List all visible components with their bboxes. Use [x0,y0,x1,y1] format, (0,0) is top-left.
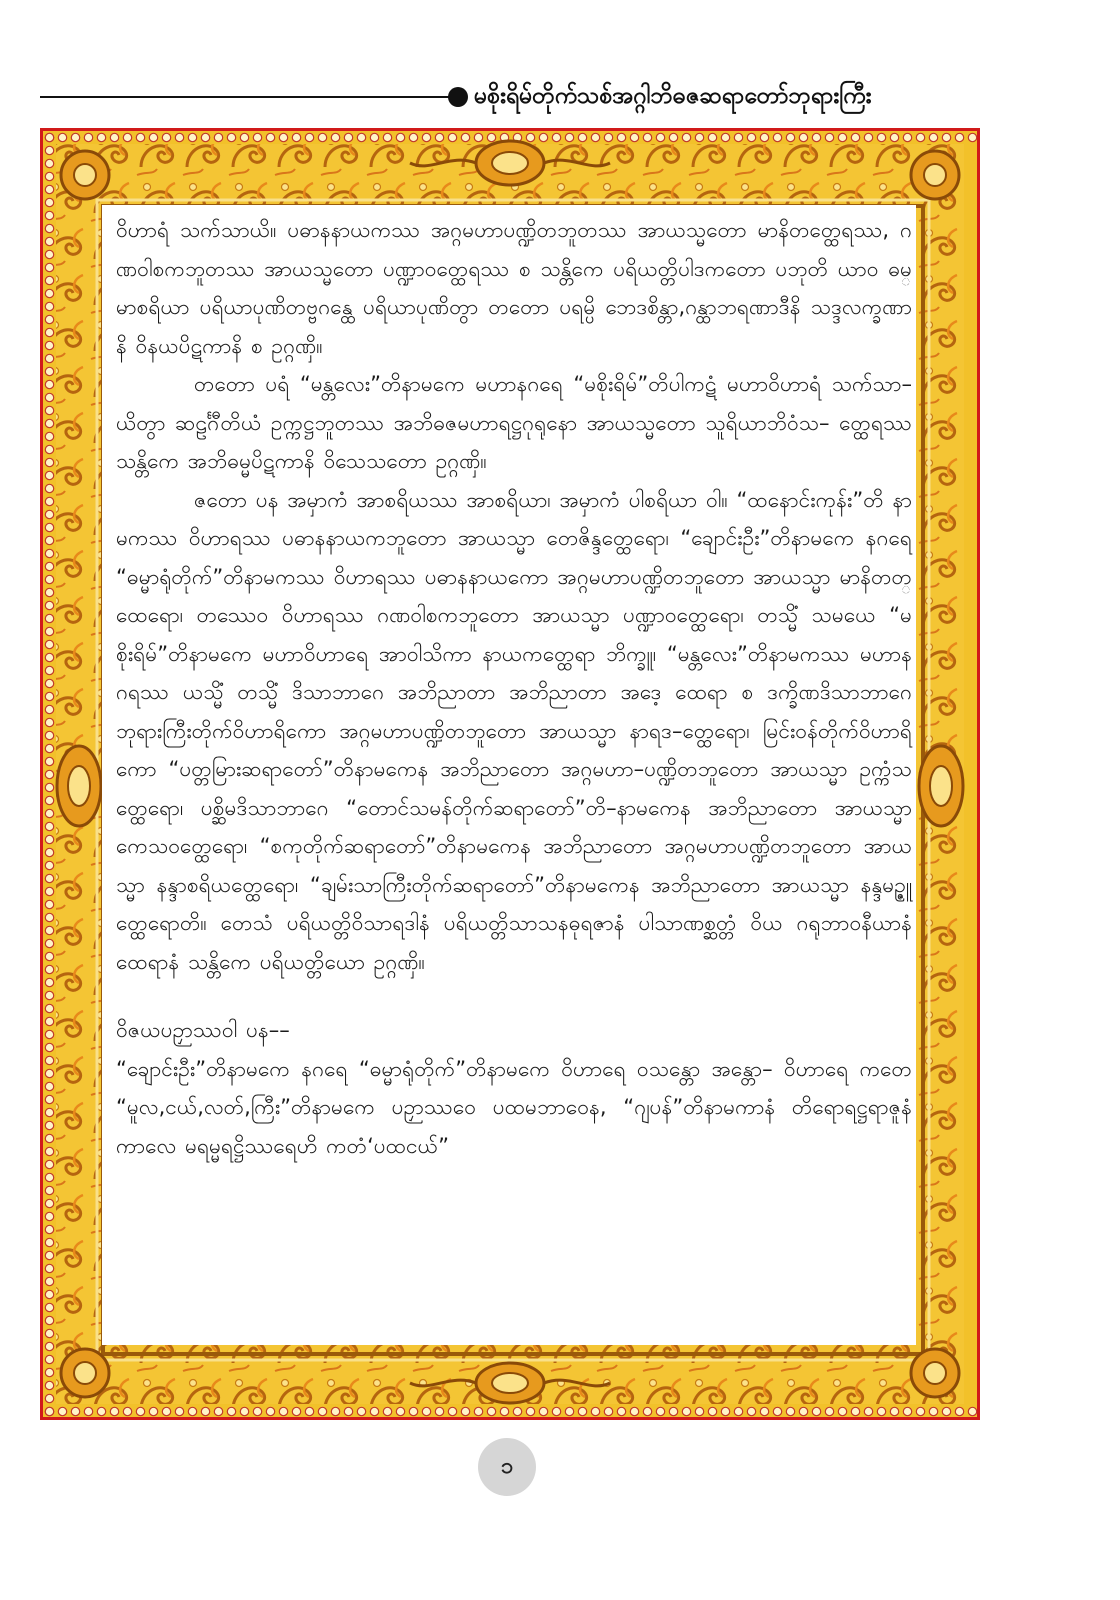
page-number: ၁ [478,1438,536,1496]
running-header-title: မစိုးရိမ်တိုက်သစ်အဂ္ဂါဘိဓဇဆရာတော်ဘုရားကြီး [474,83,872,109]
text-page [102,205,916,1345]
header-bullet-icon [448,87,468,107]
header-rule [40,96,458,98]
paragraph-3: ဇတော ပန အမှာကံ အာစရိယဿ အာစရိယာ၊ အမှာကံ ပါစရိယာ ဝါ။ “ထနောင်းကုန်း”တိ နာမကဿ ဝိဟာရဿ ပဓာနနာယကဘူတော အာယသ္မာ တေဇိန္ဒတ္ထေရော၊ “ချောင်းဦး”တိနာမကေ နဂရေ “ဓမ္မာရုံတိုက်”တိနာမကဿ ဝိဟာရဿ ပဓာနနာယကော အဂ္ဂမဟာပဏ္ဍိတဘူတော အာယသ္မာ မာနိတတ္ထေရော၊ တဿေဝ ဝိဟာရဿ ဂဏဝါစကဘူတော အာယသ္မာ ပဏ္ဍာဝတ္ထေရော၊ တသ္မိံ သမယေ “မစိုးရိမ်”တိနာမကေ မဟာဝိဟာရေ အာဝါသိကာ နာယကတ္ထေရာ ဘိက္ခူ၊ “မန္တလေး”တိနာမကဿ မဟာနဂရဿ ယသ္မိံ တသ္မိံ ဒိသာဘာဂေ အဘိညာတာ အဘိညာတာ အဒေ့ ထေရာ စ ဒက္ခိဏဒိသာဘာဂေ ဘုရားကြီးတိုက်ဝိဟာရိကော အဂ္ဂမဟာပဏ္ဍိတဘူတော အာယသ္မာ နာရဒ–တ္ထေရော၊ မြင်းဝန်တိုက်ဝိဟာရိကော “ပတ္တမြားဆရာတော်”တိနာမကေန အဘိညာတော အဂ္ဂမဟာ–ပဏ္ဍိတဘူတော အာယသ္မာ ဥက္ကံသတ္ထေရော၊ ပစ္ဆိမဒိသာဘာဂေ “တောင်သမန်တိုက်ဆရာတော်”တိ–နာမကေန အဘိညာတော အာယသ္မာ ကေသဝတ္ထေရော၊ “စကုတိုက်ဆရာတော်”တိနာမကေန အဘိညာတော အဂ္ဂမဟာပဏ္ဍိတဘူတော အာယသ္မာ နန္ဒာစရိယတ္ထေရော၊ “ချမ်းသာကြီးတိုက်ဆရာတော်”တိနာမကေန အဘိညာတော အာယသ္မာ နန္ဒမဥ္ဇူတ္ထေရောတိ။ တေသံ ပရိယတ္တိဝိသာရဒါနံ ပရိယတ္တိသာသနဓုရဇာနံ ပါသာဏစ္ဆတ္တံ ဝိယ ဂရုဘာဝနီယာနံ ထေရာနံ သန္တိကေ ပရိယတ္တိယော ဥဂ္ဂဏှိ။ [116,487,912,974]
paragraph-1: ဝိဟာရံ သက်သာယိ။ ပဓာနနာယကဿ အဂ္ဂမဟာပဏ္ဍိတဘူတဿ အာယသ္မတော မာနိတတ္ထေရဿ, ဂဏဝါစကဘူတဿ အာယသ္မတော ပဏ္ဍာဝတ္ထေရဿ စ သန္တိကေ ပရိယတ္တိပါဒကတော ပဘုတိ ယာဝ ဓမ္မာစရိယာ ပရိယာပုဏိတဗ္ဗဂန္ထေ ပရိယာပုဏိတွာ တတော ပရမ္ပိ ဘေဒစိန္တာ,ဂန္ထာဘရဏာဒီနိ သဒ္ဒလက္ခဏာနိ ဝိနယပိဋကာနိ စ ဥဂ္ဂဏှိ။ [116,218,912,358]
paragraph-4: “ချောင်းဦး”တိနာမကေ နဂရေ “ဓမ္မာရုံတိုက်”တိနာမကေ ဝိဟာရေ ဝသန္တော အန္တော– ဝိဟာရေ ကတေ “မူလ,ငယ်,လတ်,ကြီး”တိနာမကေ ပဉှာဿဝေ ပထမဘာဝေန, “ဂျပန်”တိနာမကာနံ တိရောရဋ္ဌရာဇူနံ ကာလေ မရမ္မရဋ္ဌိဿရေဟိ ကတံ‘ပထငယ်” [116,1056,912,1158]
section-heading: ဝိဇယပဉှာဿဝါ ပန–– [116,1018,290,1042]
paragraph-2: တတော ပရံ “မန္တလေး”တိနာမကေ မဟာနဂရေ “မစိုးရိမ်”တိပါကဋံ မဟာဝိဟာရံ သက်သာ– ယိတွာ ဆဠင်္ဂီတိယံ ဥက္ကဋ္ဌဘူတဿ အဘိဓဇမဟာရဋ္ဌဂုရုနော အာယသ္မတော သူရိယာဘိဝံသ– တ္ထေရဿ သန္တိကေ အဘိဓမ္မပိဋကာနိ ဝိသေသတော ဥဂ္ဂဏှိ။ [116,372,912,473]
